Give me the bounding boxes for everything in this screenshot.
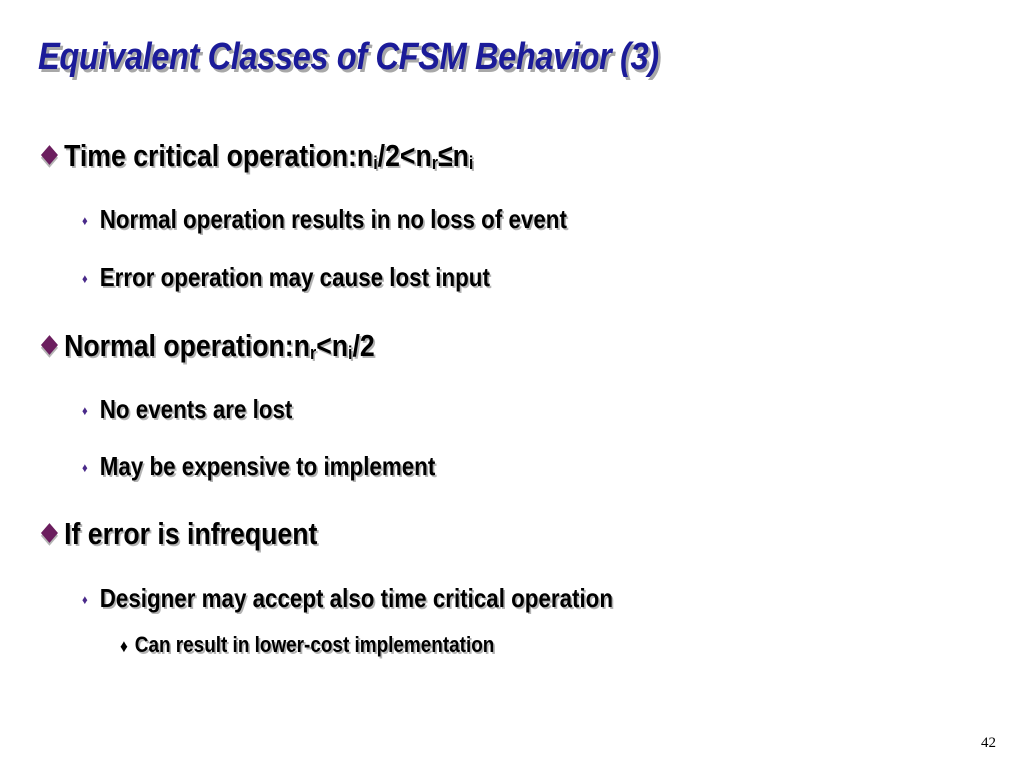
slide-title: Equivalent Classes of CFSM Behavior (3) — [38, 36, 659, 78]
sub-item-text: Error operation may cause lost input — [99, 262, 490, 292]
bullet-item-infrequent-error — [40, 516, 317, 552]
diamond-bullet-icon — [41, 335, 58, 355]
small-diamond-bullet-icon: ♦ — [82, 460, 88, 475]
sub-sub-item — [120, 632, 494, 658]
small-diamond-bullet-icon: ♦ — [82, 592, 88, 607]
sub-item — [82, 451, 435, 482]
bullet-item-time-critical — [40, 138, 473, 174]
sub-item — [82, 204, 567, 235]
bullet-text: Time critical operation: — [64, 138, 357, 173]
formula: ni/2<nr≤ni — [356, 138, 474, 173]
small-diamond-bullet-icon: ♦ — [82, 403, 88, 418]
small-diamond-bullet-icon: ♦ — [82, 271, 88, 286]
sub-item — [82, 262, 490, 293]
diamond-bullet-icon — [41, 145, 58, 165]
sub-item — [82, 583, 613, 614]
page-number: 42 — [981, 735, 996, 751]
bullet-item-normal-operation — [40, 328, 375, 364]
bullet-text: Normal operation: — [64, 328, 294, 363]
bullet-text: If error is infrequent — [64, 516, 318, 551]
diamond-bullet-icon — [41, 523, 58, 543]
sub-sub-item-text: Can result in lower-cost implementation — [134, 632, 495, 657]
sub-item-text: May be expensive to implement — [99, 451, 436, 481]
diamond-bullet-icon: ♦ — [120, 636, 128, 656]
formula: nr<ni/2 — [293, 328, 375, 363]
sub-item-text: Designer may accept also time critical operation — [99, 583, 613, 613]
small-diamond-bullet-icon: ♦ — [82, 213, 88, 228]
sub-item — [82, 394, 292, 425]
sub-item-text: Normal operation results in no loss of event — [99, 204, 567, 234]
sub-item-text: No events are lost — [99, 394, 293, 424]
